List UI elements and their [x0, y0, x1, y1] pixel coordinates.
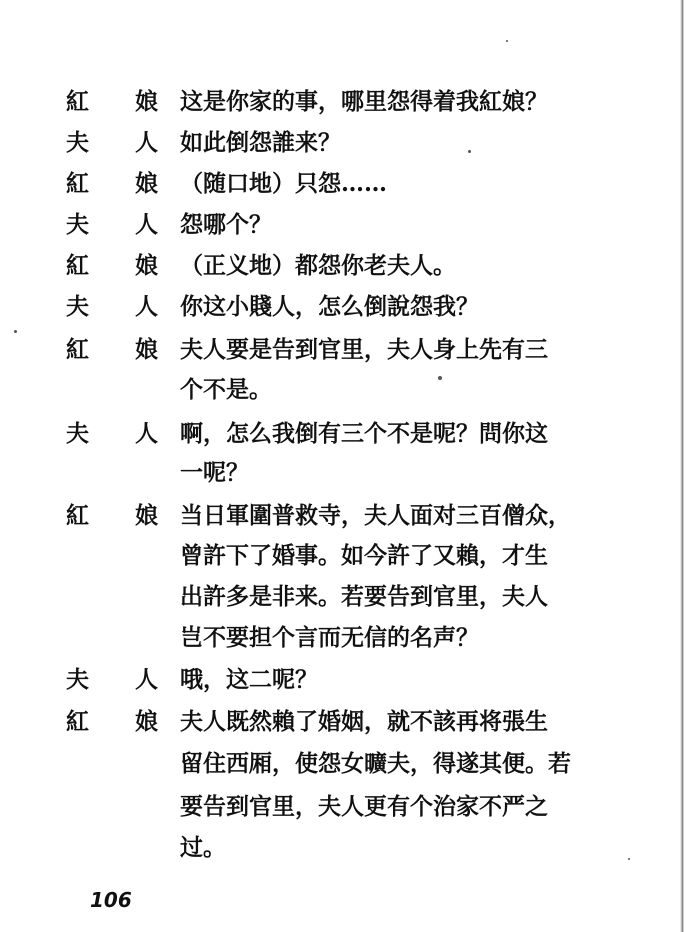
dialogue-line: 你这小賤人，怎么倒說怨我？	[180, 293, 479, 320]
print-speck	[438, 376, 442, 380]
speaker-label: 紅 娘	[66, 502, 158, 529]
print-speck	[628, 858, 630, 860]
dialogue-line: 夫人既然賴了婚姻，就不該再将張生	[180, 708, 548, 735]
page-number: 106	[90, 888, 132, 912]
dialogue-line: 出許多是非来。若要告到官里，夫人	[180, 583, 548, 610]
dialogue-line: 当日軍圍普救寺，夫人面对三百僧众，	[180, 502, 571, 529]
binding-edge	[680, 0, 684, 932]
print-speck	[468, 150, 471, 153]
speaker-label: 紅 娘	[66, 88, 158, 115]
dialogue-line: 一呢？	[180, 459, 249, 486]
speaker-label: 夫 人	[66, 293, 158, 320]
print-speck	[14, 330, 17, 333]
dialogue-line: 个不是。	[180, 376, 272, 403]
dialogue-line: 啊，怎么我倒有三个不是呢？問你这	[180, 420, 548, 447]
print-speck	[506, 40, 508, 42]
dialogue-line: 要告到官里，夫人更有个治家不严之	[180, 793, 548, 820]
dialogue-line: （正义地）都怨你老夫人。	[180, 252, 456, 279]
dialogue-line: 哦，这二呢？	[180, 666, 318, 693]
speaker-label: 紅 娘	[66, 708, 158, 735]
speaker-label: 夫 人	[66, 211, 158, 238]
dialogue-line: 如此倒怨誰来？	[180, 129, 341, 156]
speaker-label: 紅 娘	[66, 252, 158, 279]
speaker-label: 夫 人	[66, 420, 158, 447]
dialogue-line: 这是你家的事，哪里怨得着我紅娘？	[180, 88, 548, 115]
dialogue-line: 夫人要是告到官里，夫人身上先有三	[180, 336, 548, 363]
dialogue-line: （随口地）只怨……	[180, 170, 387, 197]
dialogue-line: 过。	[180, 834, 226, 861]
dialogue-line: 曾許下了婚事。如今許了又賴，才生	[180, 542, 548, 569]
speaker-label: 夫 人	[66, 666, 158, 693]
dialogue-line: 怨哪个？	[180, 211, 272, 238]
speaker-label: 紅 娘	[66, 336, 158, 363]
dialogue-line: 岂不要担个言而无信的名声？	[180, 624, 479, 651]
speaker-label: 紅 娘	[66, 170, 158, 197]
speaker-label: 夫 人	[66, 129, 158, 156]
dialogue-line: 留住西厢，使怨女曠夫，得遂其便。若	[180, 750, 571, 777]
